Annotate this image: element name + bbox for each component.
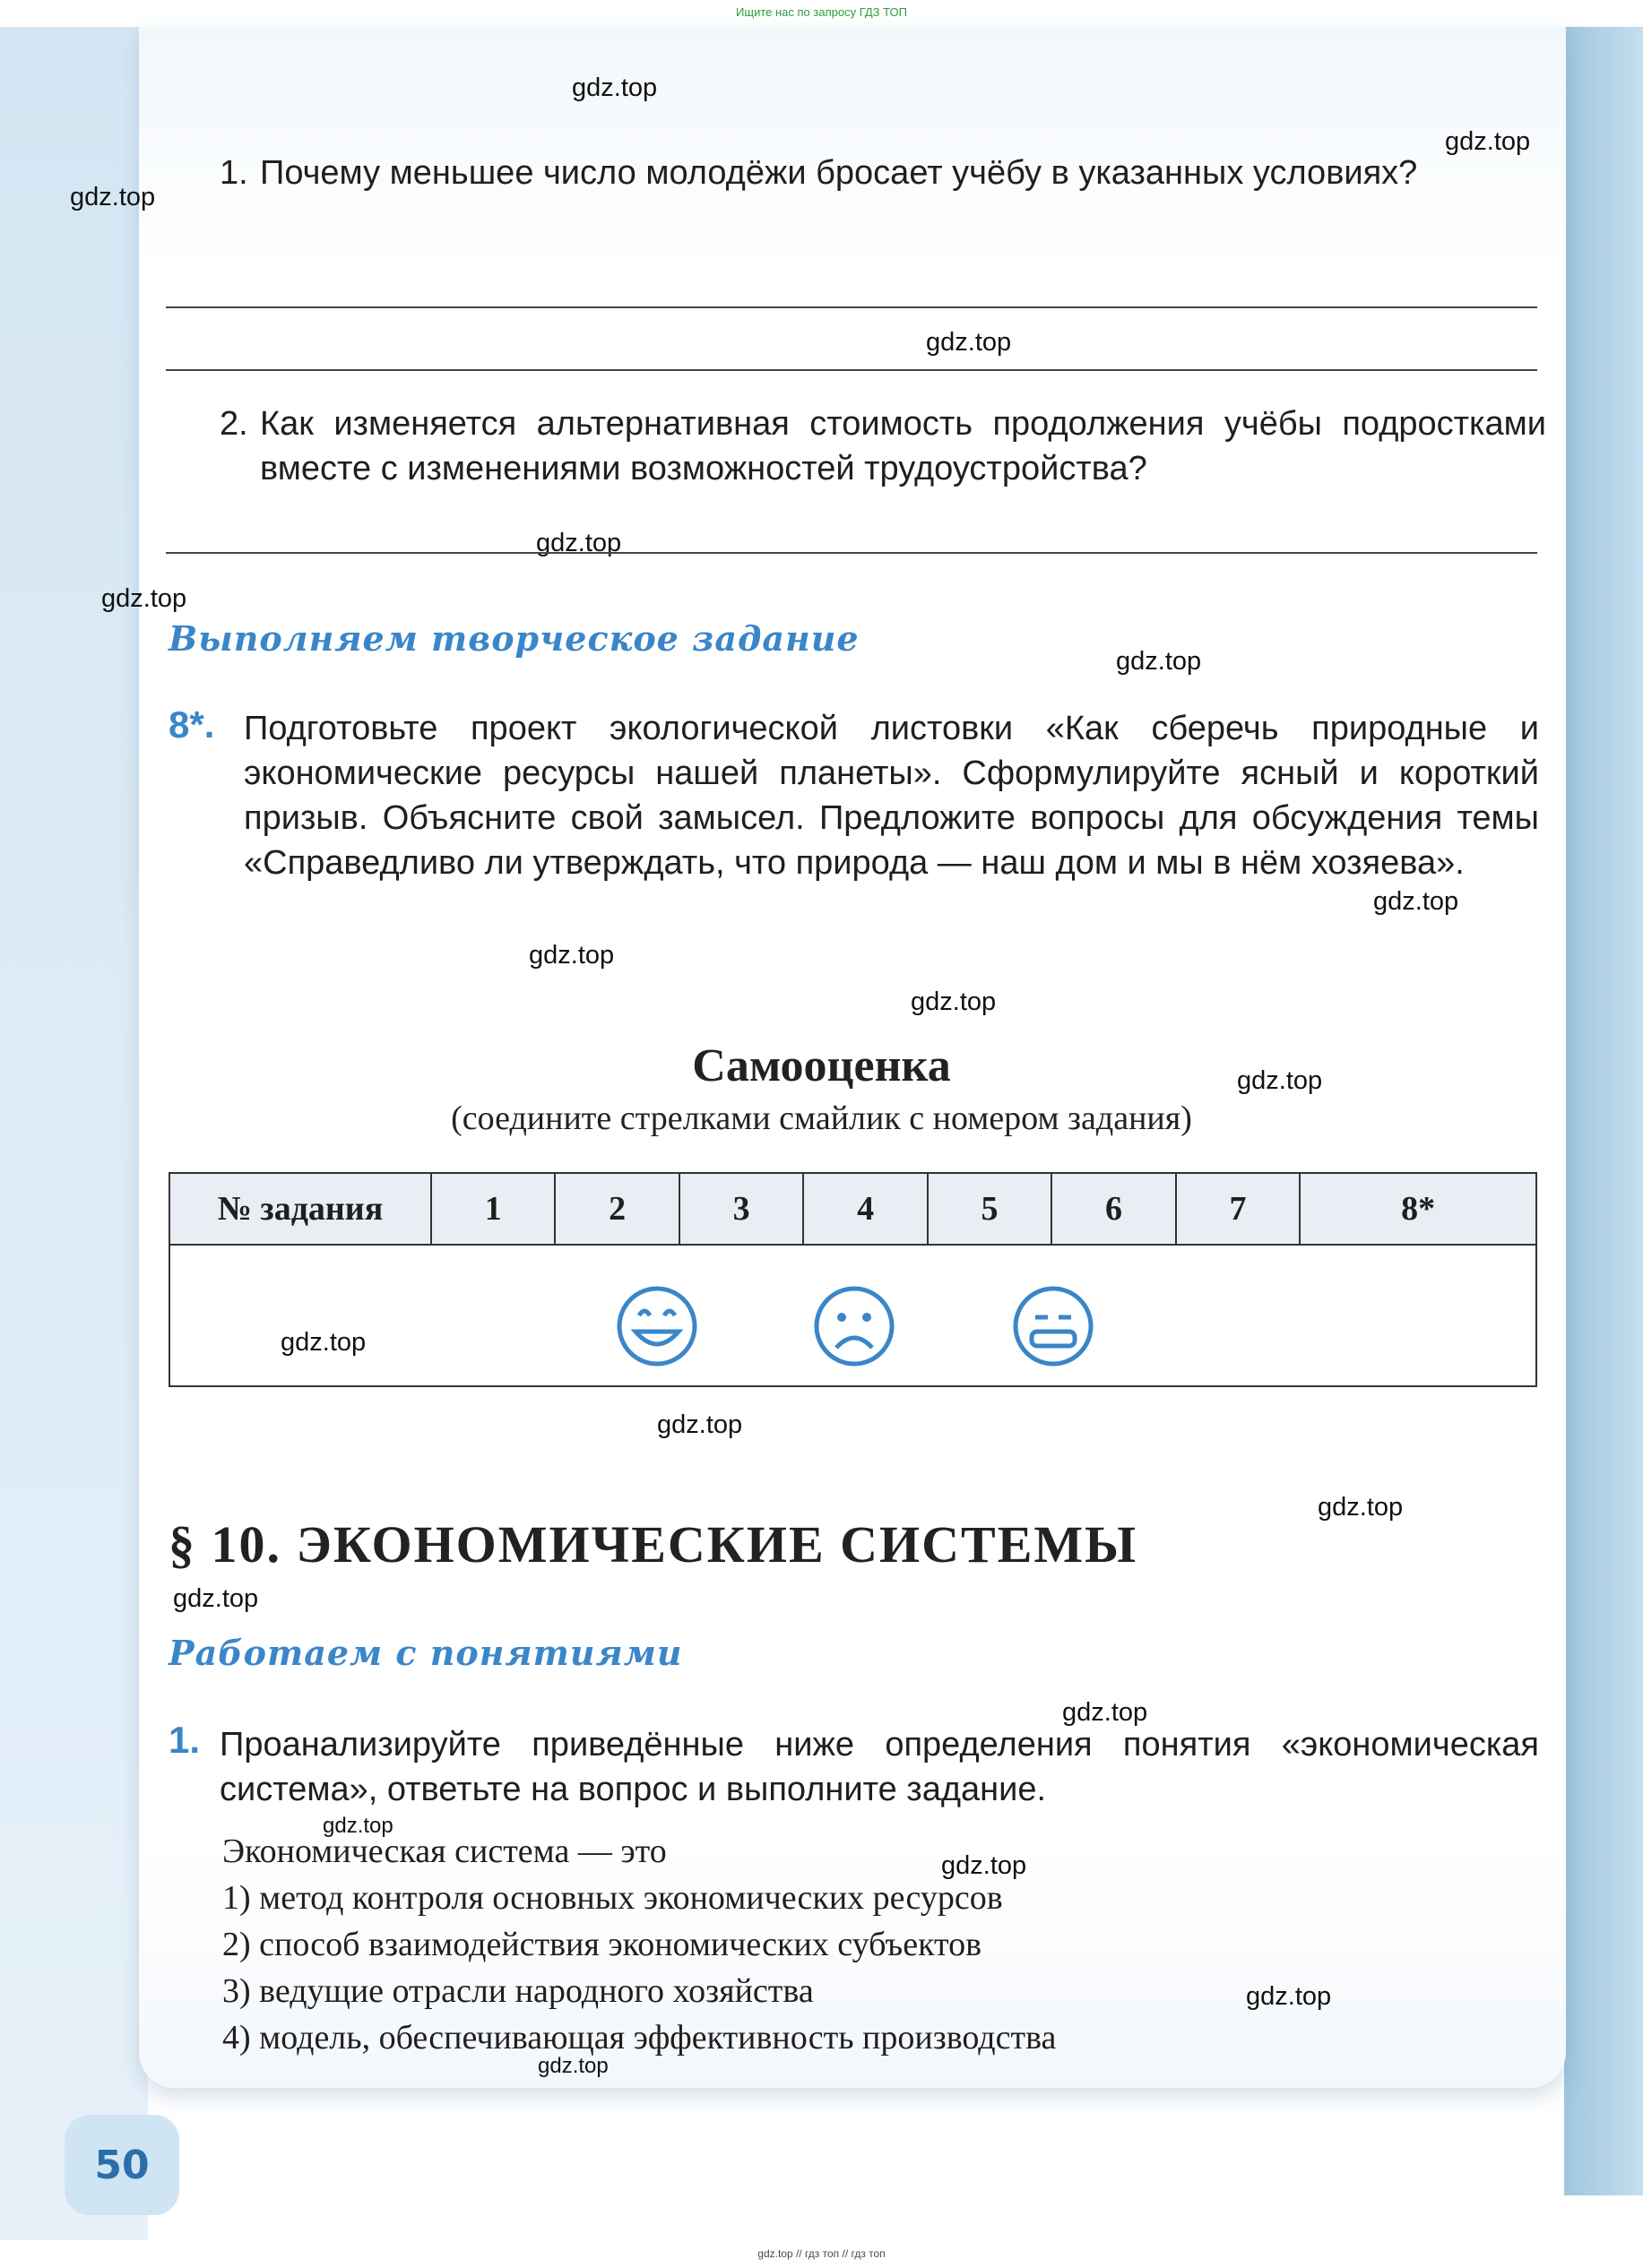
watermark: gdz.top bbox=[941, 1851, 1027, 1880]
definition-item: 2) способ взаимодействия экономических субъектов bbox=[222, 1926, 982, 1963]
watermark: gdz.top bbox=[1062, 1698, 1148, 1727]
self-assessment-subtitle: (соедините стрелками смайлик с номером задания) bbox=[451, 1100, 1192, 1137]
answer-line[interactable] bbox=[166, 369, 1537, 371]
definition-item: 3) ведущие отрасли народного хозяйства bbox=[222, 1972, 814, 2010]
question-text: Как изменяется альтернативная стоимость продолжения учёбы подростками вместе с изменениями возможностей трудоустройства? bbox=[260, 405, 1546, 487]
answer-line[interactable] bbox=[166, 306, 1537, 308]
definition-item: 1) метод контроля основных экономических ресурсов bbox=[222, 1879, 1003, 1917]
creative-task-heading: Выполняем творческое задание bbox=[169, 618, 860, 659]
watermark: gdz.top bbox=[1237, 1066, 1323, 1095]
watermark: gdz.top bbox=[1445, 127, 1531, 156]
watermark: gdz.top bbox=[926, 328, 1012, 357]
definition-lead: Экономическая система — это bbox=[222, 1833, 667, 1870]
watermark: gdz.top bbox=[536, 529, 622, 557]
task-8-number: 8*. bbox=[169, 703, 215, 746]
task-1-number: 1. bbox=[169, 1719, 201, 1761]
paragraph-title: § 10. ЭКОНОМИЧЕСКИЕ СИСТЕМЫ bbox=[169, 1515, 1138, 1574]
header-note: Ищите нас по запросу ГДЗ ТОП bbox=[736, 5, 907, 19]
watermark: gdz.top bbox=[1318, 1493, 1404, 1522]
question-2 bbox=[220, 401, 1546, 491]
table-header-cell: 7 bbox=[1176, 1173, 1300, 1245]
footer-note: gdz.top // гдз топ // гдз топ bbox=[757, 2247, 886, 2260]
watermark: gdz.top bbox=[657, 1410, 743, 1439]
table-header-cell: 5 bbox=[928, 1173, 1051, 1245]
sad-icon[interactable] bbox=[811, 1283, 897, 1374]
watermark: gdz.top bbox=[529, 941, 615, 970]
page-number: 50 bbox=[65, 2115, 179, 2215]
task-8-text: Подготовьте проект экологической листовки «Как сберечь природные и экономические ресурсы нашей планеты». Сформулируйте ясный и короткий призыв. Объясните свой замысел. Предложите вопросы для обсуждения темы «Справедливо ли утверждать, что природа — наш дом и мы в нём хозяева». bbox=[244, 710, 1539, 882]
table-header-cell: 6 bbox=[1051, 1173, 1175, 1245]
table-header-cell: № задания bbox=[169, 1173, 431, 1245]
question-1 bbox=[220, 151, 1546, 195]
self-assessment-title: Самооценка bbox=[692, 1040, 951, 1091]
definition-item: 4) модель, обеспечивающая эффективность производства bbox=[222, 2019, 1057, 2057]
question-number: 2. bbox=[220, 405, 248, 443]
table-header-cell: 3 bbox=[679, 1173, 803, 1245]
question-text: Почему меньшее число молодёжи бросает учёбу в указанных условиях? bbox=[260, 154, 1418, 192]
watermark: gdz.top bbox=[1116, 647, 1202, 676]
table-header-cell: 2 bbox=[555, 1173, 679, 1245]
watermark: gdz.top bbox=[173, 1584, 259, 1613]
watermark: gdz.top bbox=[70, 183, 156, 211]
watermark: gdz.top bbox=[281, 1328, 367, 1357]
table-header-cell: 8* bbox=[1300, 1173, 1536, 1245]
watermark: gdz.top bbox=[1373, 887, 1459, 916]
table-header-row bbox=[169, 1173, 1536, 1245]
neutral-icon[interactable] bbox=[1010, 1283, 1096, 1374]
question-number: 1. bbox=[220, 154, 248, 192]
table-header-cell: 4 bbox=[803, 1173, 927, 1245]
watermark: gdz.top bbox=[572, 73, 658, 102]
table-header-cell: 1 bbox=[431, 1173, 555, 1245]
watermark: gdz.top bbox=[538, 2054, 609, 2078]
concepts-heading: Работаем с понятиями bbox=[169, 1633, 683, 1673]
smiley-group bbox=[614, 1283, 1116, 1382]
watermark: gdz.top bbox=[101, 584, 187, 613]
watermark: gdz.top bbox=[1246, 1982, 1332, 2011]
smile-icon[interactable] bbox=[614, 1283, 700, 1374]
answer-line[interactable] bbox=[166, 552, 1537, 554]
watermark: gdz.top bbox=[911, 987, 997, 1016]
task-1-text: Проанализируйте приведённые ниже определения понятия «экономическая система», ответьте на вопрос и выполните задание. bbox=[220, 1726, 1539, 1808]
watermark: gdz.top bbox=[323, 1814, 393, 1838]
